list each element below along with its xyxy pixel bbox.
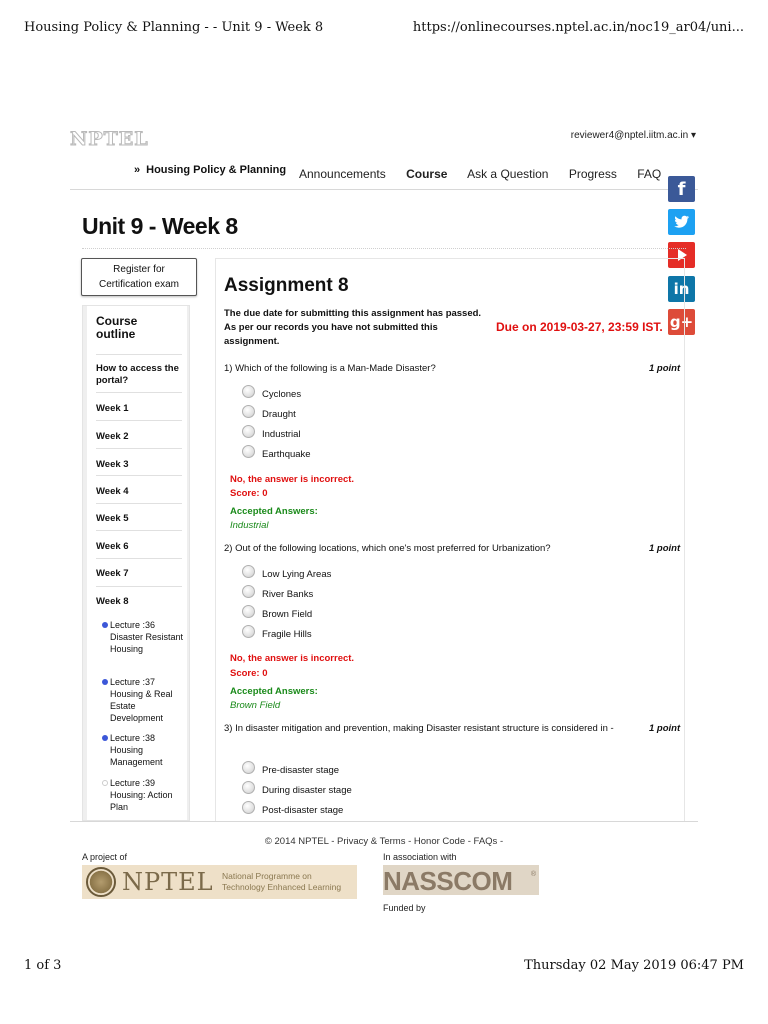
sidebar-item-week-3[interactable]: Week 3 — [96, 459, 129, 470]
completed-dot-icon — [102, 622, 108, 628]
breadcrumb-separator: » — [134, 164, 141, 176]
incomplete-dot-icon — [102, 780, 108, 786]
radio-button[interactable] — [242, 565, 255, 578]
sidebar-item-week-5[interactable]: Week 5 — [96, 513, 129, 524]
sidebar-item-week-2[interactable]: Week 2 — [96, 431, 129, 442]
sidebar-item-week-4[interactable]: Week 4 — [96, 486, 129, 497]
accepted-answers-label: Accepted Answers: — [230, 506, 318, 517]
option-label: River Banks — [262, 589, 314, 600]
lecture-item-36[interactable] — [110, 619, 186, 655]
radio-button[interactable] — [242, 761, 255, 774]
option-label: Pre-disaster stage — [262, 765, 340, 776]
nptel-tagline — [222, 871, 341, 893]
sidebar-item-week-8[interactable]: Week 8 — [96, 596, 129, 607]
option-label: Industrial — [262, 429, 301, 440]
nptel-wordmark: NPTEL — [122, 868, 214, 896]
nptel-tagline-line-2: Technology Enhanced Learning — [222, 882, 342, 892]
lecture-item-39[interactable] — [110, 777, 186, 813]
nav-ask-a-question[interactable]: Ask a Question — [467, 167, 549, 181]
question-points: 1 point — [649, 363, 681, 374]
sidebar-item-week-7[interactable]: Week 7 — [96, 568, 129, 579]
breadcrumb-course-name: Housing Policy & Planning — [146, 164, 287, 176]
radio-button[interactable] — [242, 405, 255, 418]
answer-result: No, the answer is incorrect. — [230, 474, 355, 485]
nav-announcements[interactable]: Announcements — [299, 167, 386, 181]
option-label: Draught — [262, 409, 296, 420]
option-label: Post-disaster stage — [262, 805, 344, 816]
accepted-answer: Industrial — [230, 520, 269, 531]
print-page-url: https://onlinecourses.nptel.ac.in/noc19_ar04/uni... — [412, 20, 744, 35]
sidebar-divider — [96, 420, 182, 421]
radio-button[interactable] — [242, 585, 255, 598]
nav-faq[interactable]: FAQ — [637, 167, 662, 181]
google-plus-icon[interactable]: g+ — [668, 309, 695, 335]
sidebar-divider — [96, 392, 182, 393]
question-text: 1) Which of the following is a Man-Made Disaster? — [224, 363, 436, 374]
radio-button[interactable] — [242, 801, 255, 814]
not-submitted-text: As per our records you have not submitted this assignment. — [224, 322, 438, 347]
sidebar-divider — [96, 586, 182, 587]
sidebar-divider — [96, 558, 182, 559]
sidebar-divider — [96, 530, 182, 531]
option-label: Earthquake — [262, 449, 311, 460]
sidebar-item-week-1[interactable]: Week 1 — [96, 403, 129, 414]
nptel-tagline-line-1: National Programme on — [222, 871, 312, 881]
lecture-label: Lecture :37 Housing & Real Estate Development — [110, 677, 173, 723]
question-points: 1 point — [649, 543, 681, 554]
option-label: Cyclones — [262, 389, 302, 400]
question-text: 3) In disaster mitigation and prevention, making Disaster resistant structure is considered in - — [224, 723, 614, 734]
lecture-item-37[interactable] — [110, 676, 186, 724]
lecture-label: Lecture :39 Housing: Action Plan — [110, 778, 173, 812]
lecture-item-38[interactable] — [110, 732, 186, 768]
nav-progress[interactable]: Progress — [568, 167, 617, 181]
print-footer — [24, 958, 744, 976]
nptel-banner-logo[interactable] — [82, 865, 357, 899]
option-label: Brown Field — [262, 609, 313, 620]
radio-button[interactable] — [242, 625, 255, 638]
sidebar-divider — [96, 448, 182, 449]
user-account-menu[interactable]: reviewer4@nptel.iitm.ac.in ▾ — [570, 130, 696, 141]
top-navbar — [70, 160, 698, 190]
sidebar-divider — [96, 354, 182, 355]
register-certification-button[interactable] — [81, 258, 197, 296]
lecture-label: Lecture :36 Disaster Resistant Housing — [110, 620, 184, 654]
course-outline-sidebar — [82, 305, 190, 821]
radio-button[interactable] — [242, 425, 255, 438]
radio-button[interactable] — [242, 385, 255, 398]
completed-dot-icon — [102, 679, 108, 685]
answer-score: Score: 0 — [230, 488, 268, 499]
nav-course[interactable]: Course — [406, 167, 448, 181]
sidebar-item-week-6[interactable]: Week 6 — [96, 541, 129, 552]
facebook-icon[interactable]: f — [668, 176, 695, 202]
print-date: Thursday 02 May 2019 06:47 PM — [524, 958, 744, 973]
register-line-1: Register for — [113, 264, 165, 275]
sidebar-divider — [96, 503, 182, 504]
footer-divider — [70, 821, 698, 822]
twitter-icon[interactable] — [668, 209, 695, 235]
radio-button[interactable] — [242, 605, 255, 618]
lecture-label: Lecture :38 Housing Management — [110, 733, 163, 767]
funded-by-label: Funded by — [383, 903, 426, 913]
completed-dot-icon — [102, 735, 108, 741]
answer-result: No, the answer is incorrect. — [230, 653, 355, 664]
project-of-label: A project of — [82, 852, 128, 862]
radio-button[interactable] — [242, 445, 255, 458]
sidebar-panel — [87, 306, 187, 821]
answer-score: Score: 0 — [230, 668, 268, 679]
register-line-2: Certification exam — [98, 279, 180, 290]
nav-menu — [299, 167, 678, 181]
sidebar-divider — [96, 475, 182, 476]
due-date: Due on 2019-03-27, 23:59 IST. — [496, 320, 663, 334]
footer-links[interactable]: © 2014 NPTEL - Privacy & Terms - Honor Code - FAQs - — [264, 836, 504, 847]
question-text: 2) Out of the following locations, which one's most preferred for Urbanization? — [224, 543, 551, 554]
course-breadcrumb[interactable] — [134, 164, 286, 176]
page-title: Unit 9 - Week 8 — [82, 213, 238, 239]
nasscom-logo[interactable] — [383, 865, 539, 895]
nptel-seal-icon — [86, 867, 116, 897]
print-page-title: Housing Policy & Planning - - Unit 9 - Week 8 — [24, 20, 324, 35]
nptel-logo[interactable]: NPTEL — [70, 128, 149, 150]
option-label: During disaster stage — [262, 785, 352, 796]
linkedin-icon[interactable]: in — [668, 276, 695, 302]
question-points: 1 point — [649, 723, 681, 734]
association-label: In association with — [383, 852, 457, 862]
accepted-answers-label: Accepted Answers: — [230, 686, 318, 697]
due-date-notice — [224, 307, 509, 349]
title-divider — [82, 248, 686, 249]
print-header — [24, 20, 744, 38]
due-passed-text: The due date for submitting this assignment has passed. — [224, 308, 482, 319]
nasscom-wordmark: NASSCOM — [383, 866, 513, 896]
course-outline-heading: Course outline — [96, 314, 138, 341]
assignment-title: Assignment 8 — [224, 275, 349, 296]
sidebar-item-how-to-access[interactable]: How to access the portal? — [96, 363, 179, 386]
option-label: Fragile Hills — [262, 629, 312, 640]
accepted-answer: Brown Field — [230, 700, 281, 711]
assignment-panel — [215, 258, 685, 821]
option-label: Low Lying Areas — [262, 569, 332, 580]
registered-mark: ® — [530, 871, 536, 878]
print-page-count: 1 of 3 — [24, 958, 62, 973]
radio-button[interactable] — [242, 781, 255, 794]
